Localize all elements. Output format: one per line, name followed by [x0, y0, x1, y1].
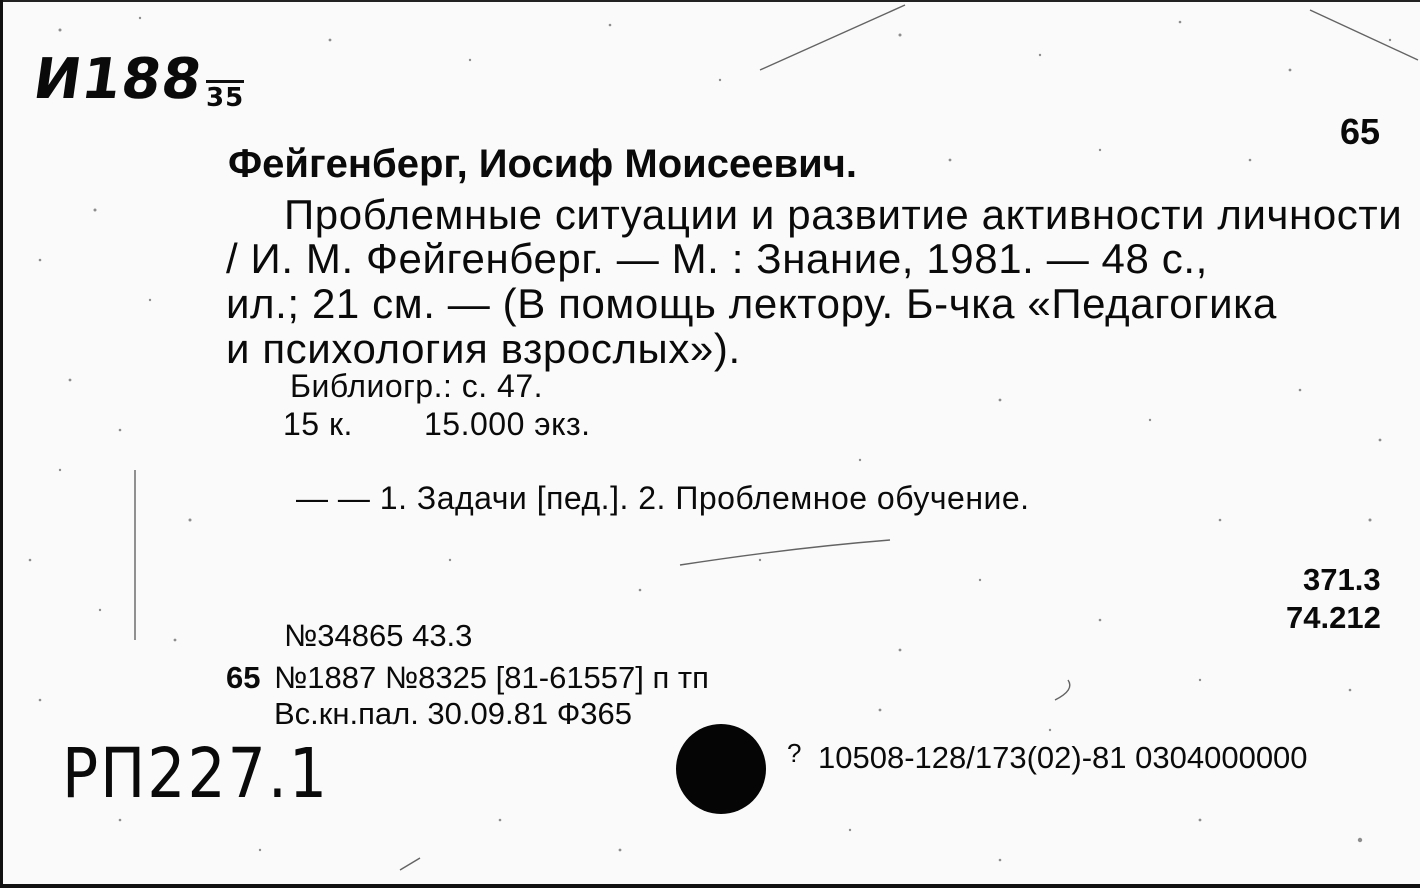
subject-headings: — — 1. Задачи [пед.]. 2. Проблемное обучение. [296, 480, 1030, 516]
bibliography-note: Библиогр.: с. 47. [290, 368, 544, 404]
classification-code-1: 371.3 [1303, 562, 1381, 597]
card-number: 65 [1340, 111, 1381, 152]
registration-line-3: Вс.кн.пал. 30.09.81 Ф365 [274, 696, 632, 731]
description-line: Проблемные ситуации и развитие активности личности [284, 191, 1403, 238]
description-line: и психология взрослых»). [226, 325, 741, 372]
classification-code-2: 74.212 [1286, 600, 1381, 635]
description-line: / И. М. Фейгенберг. — М. : Знание, 1981. — 48 с., [226, 235, 1208, 282]
registration-line-2: №1887 №8325 [81-61557] п тп [274, 660, 709, 695]
shelf-mark-bottom: РП227.1 [62, 733, 330, 815]
card-punch-hole [676, 724, 766, 814]
registration-line-2-prefix: 65 [226, 660, 261, 695]
shelf-mark-top-sub: 35 [206, 80, 244, 111]
price-note: 15 к. [283, 406, 353, 442]
copies-note: 15.000 экз. [424, 406, 591, 442]
shelf-mark-top: И188 [29, 47, 207, 112]
description-line: ил.; 21 см. — (В помощь лектору. Б-чка «Педагогика [226, 280, 1278, 327]
order-code: 10508-128/173(02)-81 0304000000 [818, 740, 1308, 775]
order-code-prefix: ? [787, 738, 802, 768]
registration-line-1: №34865 43.3 [284, 618, 473, 653]
author-heading: Фейгенберг, Иосиф Моисеевич. [228, 142, 858, 186]
